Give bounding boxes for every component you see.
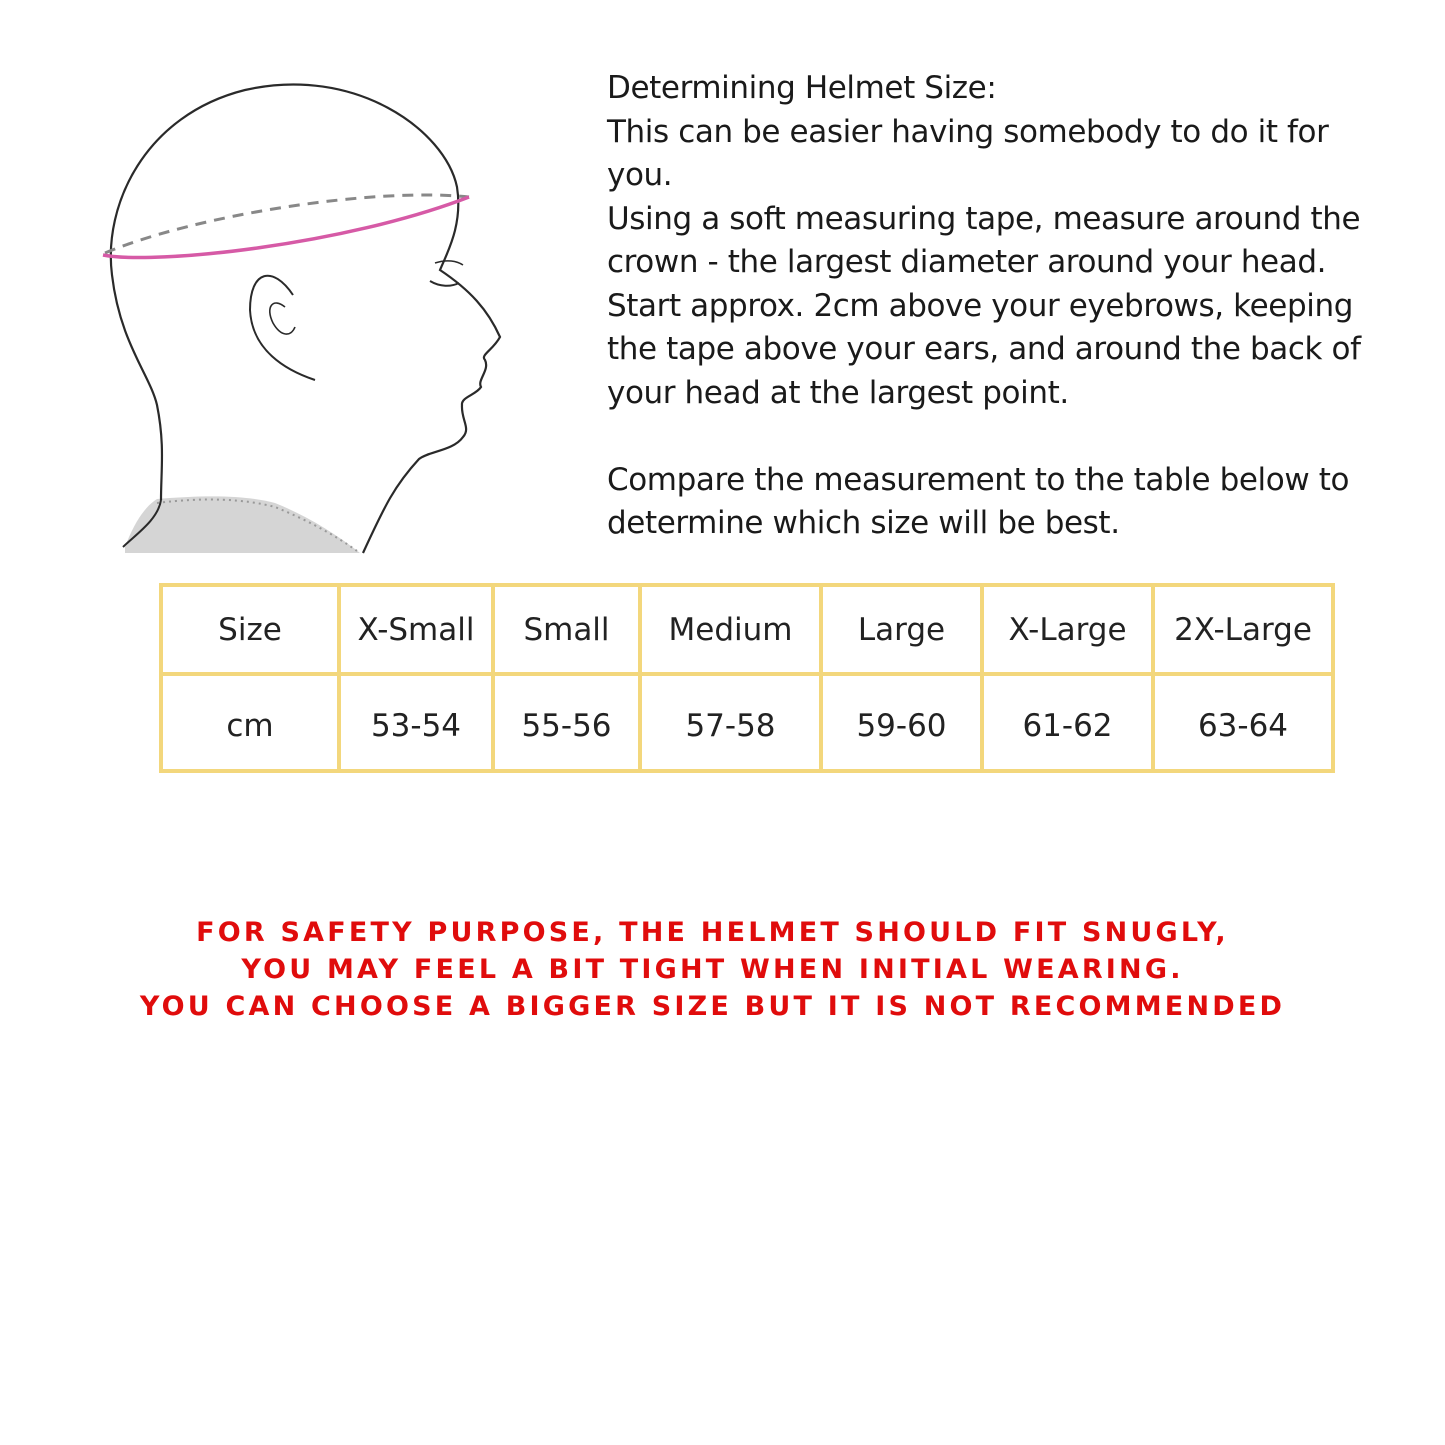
unit-label: cm (161, 674, 339, 771)
paragraph-gap (607, 415, 1407, 459)
warning-line: YOU CAN CHOOSE A BIGGER SIZE BUT IT IS NOT RECOMMENDED (139, 991, 1286, 1022)
size-cell-small: Small (493, 585, 640, 674)
size-header-label: Size (161, 585, 339, 674)
head-measurement-illustration (95, 75, 525, 565)
compare-line: Compare the measurement to the table below to (607, 461, 1350, 498)
warning-line: YOU MAY FEEL A BIT TIGHT WHEN INITIAL WEARING. (241, 954, 1184, 985)
range-cell-medium: 57-58 (640, 674, 821, 771)
instruction-line: Using a soft measuring tape, measure around the (607, 200, 1361, 237)
size-cell-x-large: X-Large (982, 585, 1153, 674)
size-cell-2x-large: 2X-Large (1153, 585, 1333, 674)
size-chart-table (159, 583, 1335, 773)
instruction-line: you. (607, 157, 673, 193)
head-outline (111, 84, 500, 553)
size-cell-x-small: X-Small (339, 585, 493, 674)
range-cell-large: 59-60 (821, 674, 982, 771)
safety-warning (0, 914, 1445, 1025)
range-cell-small: 55-56 (493, 674, 640, 771)
ear-outline (250, 276, 315, 380)
instruction-line: your head at the largest point. (607, 374, 1069, 411)
cm-values-row (161, 674, 1333, 771)
range-cell-2x-large: 63-64 (1153, 674, 1333, 771)
range-cell-x-large: 61-62 (982, 674, 1153, 771)
instruction-line: the tape above your ears, and around the back of (607, 331, 1361, 367)
range-cell-x-small: 53-54 (339, 674, 493, 771)
instructions-title: Determining Helmet Size: (607, 70, 997, 106)
helmet-size-instructions (607, 67, 1407, 546)
size-cell-large: Large (821, 585, 982, 674)
measuring-line-front (103, 197, 469, 258)
instruction-line: This can be easier having somebody to do it for (607, 113, 1329, 150)
ear-inner (270, 303, 295, 334)
warning-line: FOR SAFETY PURPOSE, THE HELMET SHOULD FIT SNUGLY, (196, 917, 1229, 948)
size-header-row (161, 585, 1333, 674)
size-cell-medium: Medium (640, 585, 821, 674)
compare-line: determine which size will be best. (607, 505, 1120, 541)
eyebrow-line (435, 261, 463, 265)
instruction-line: crown - the largest diameter around your head. (607, 244, 1327, 280)
instruction-line: Start approx. 2cm above your eyebrows, keeping (607, 287, 1353, 324)
